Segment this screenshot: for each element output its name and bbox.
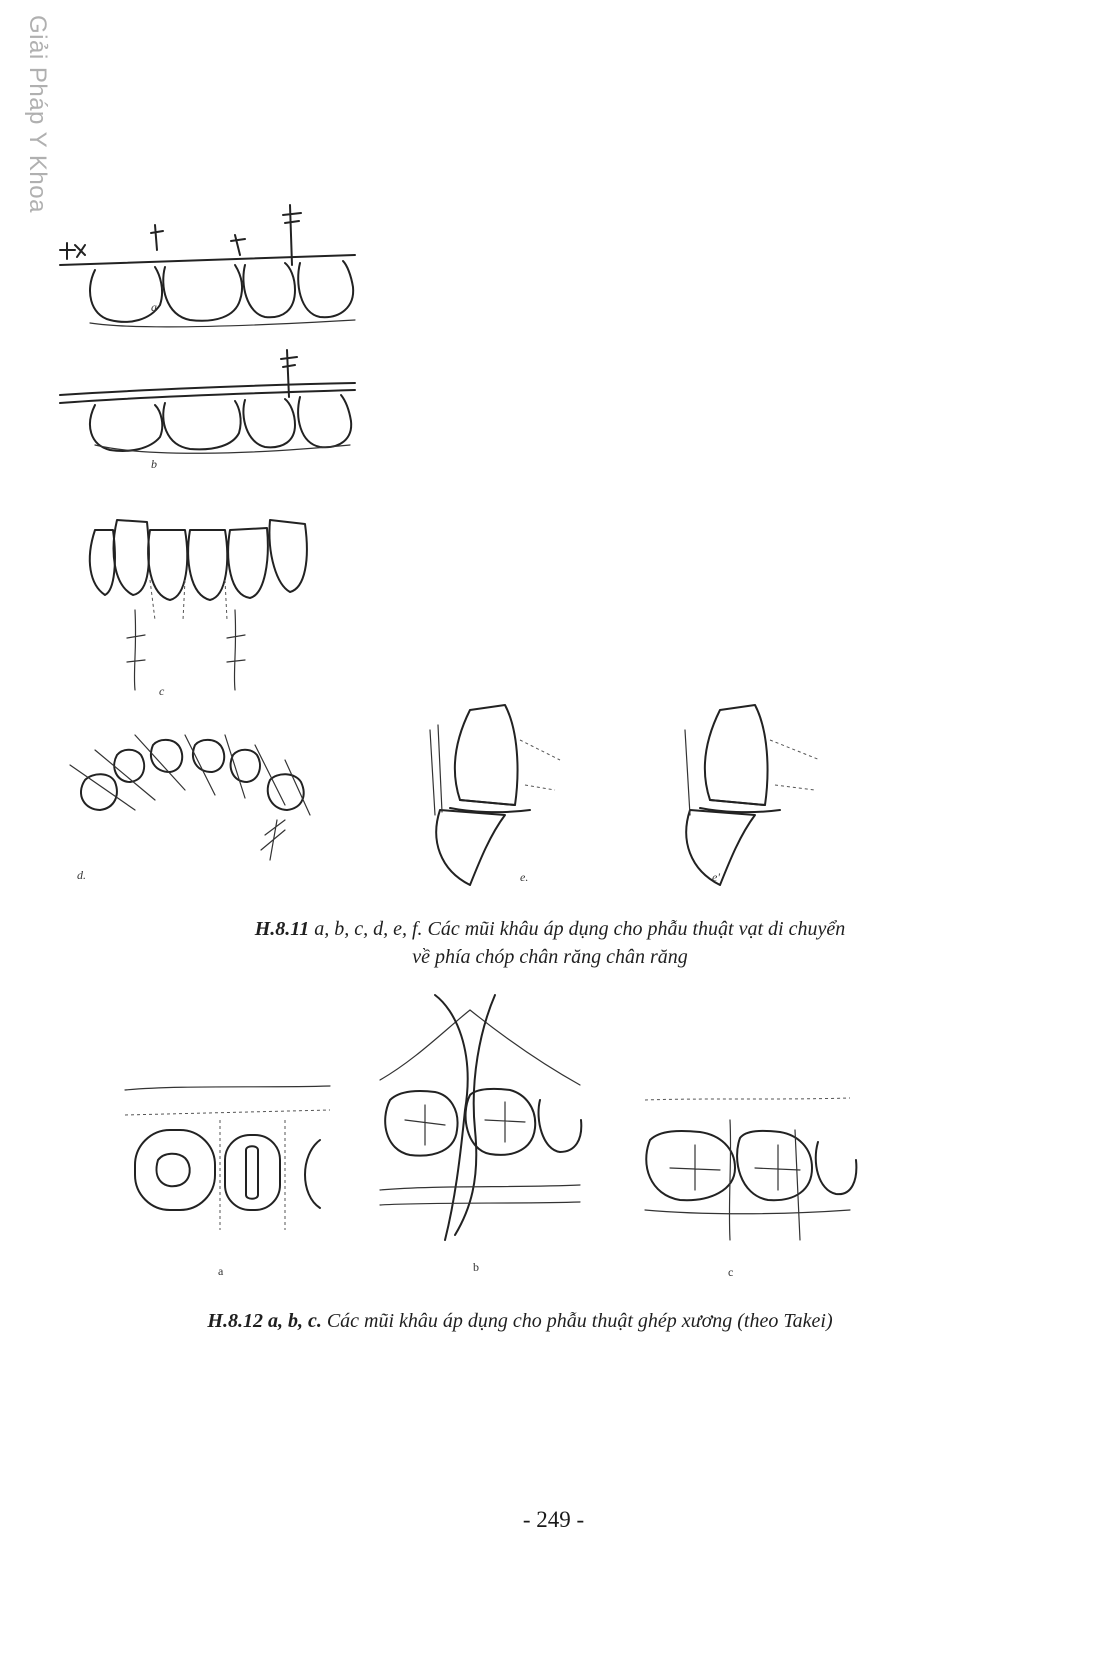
figure-8-11-panel-f (670, 690, 830, 890)
figure-8-11-caption-panels: a, b, c, d, e, f. (314, 918, 423, 940)
occlusal-arch-illustration (55, 710, 365, 870)
molar-suture-illustration (375, 990, 585, 1250)
figure-8-11-caption (90, 918, 1010, 941)
figure-8-12-panel-b (375, 990, 585, 1274)
anterior-teeth-illustration (55, 500, 355, 700)
panel-label-12b: b (473, 1260, 479, 1274)
panel-label-c: c (159, 684, 165, 698)
figure-8-12-caption-text: Các mũi khâu áp dụng cho phẫu thuật ghép xương (theo Takei) (326, 1310, 833, 1332)
panel-label-e: e. (520, 870, 529, 884)
root-section-illustration (420, 690, 570, 890)
panel-label-d: d. (77, 868, 86, 882)
figure-8-12-panel-a (120, 1080, 340, 1278)
figure-8-11-panel-d (55, 710, 365, 882)
watermark (8, 10, 51, 225)
teeth-row-illustration (55, 195, 365, 345)
figure-8-11-panel-c (55, 500, 355, 700)
figure-8-11-panel-a (55, 195, 365, 345)
molar-suture-illustration (640, 1090, 860, 1260)
panel-label-a: a (151, 300, 157, 314)
figure-8-11-panel-e (420, 690, 570, 890)
figure-8-12-caption-id: H.8.12 a, b, c. (207, 1310, 322, 1332)
figure-8-12-panel-c (640, 1090, 860, 1279)
panel-label-12c: c (728, 1265, 734, 1279)
panel-label-f: e' (712, 870, 720, 884)
figure-8-12-caption (60, 1310, 980, 1333)
root-section-illustration (670, 690, 830, 890)
figure-8-11-panel-b (55, 345, 365, 485)
page-number: - 249 - (522, 1507, 585, 1532)
figure-8-11-caption-line1: Các mũi khâu áp dụng cho phẫu thuật vạt di chuyển (427, 918, 846, 940)
figure-8-11-caption-line2: về phía chóp chân răng chân răng (412, 946, 688, 968)
panel-label-b: b (151, 457, 157, 471)
figure-8-11-caption-id: H.8.11 (254, 918, 310, 940)
watermark-text: Giải Pháp Y Khoa (24, 15, 51, 213)
teeth-row-illustration (55, 345, 365, 485)
panel-label-12a: a (218, 1264, 224, 1278)
interdental-suture-illustration (120, 1080, 340, 1260)
